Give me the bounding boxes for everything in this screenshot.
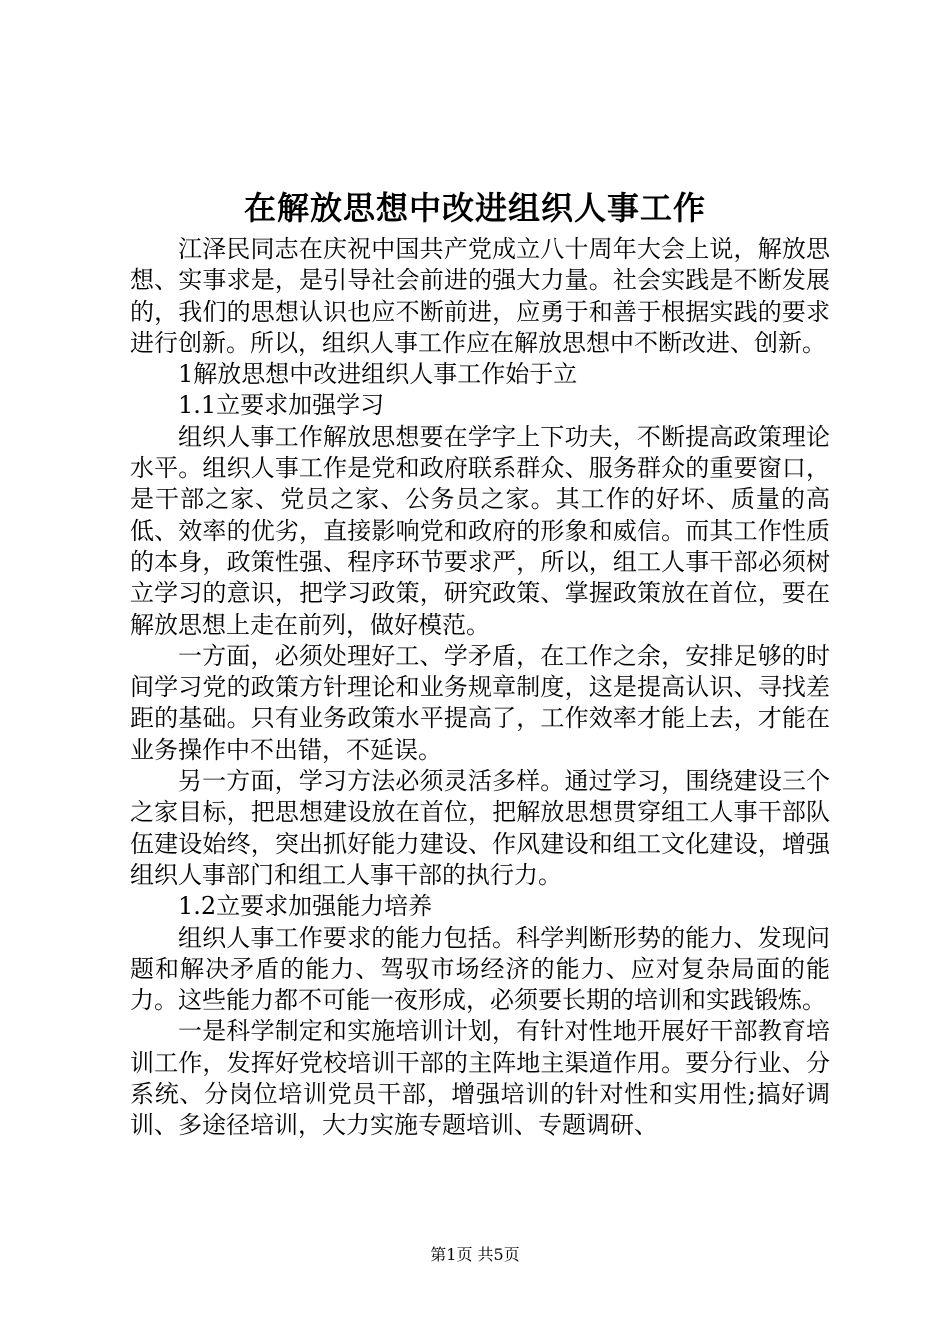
subsection-heading-1-2: 1.2立要求加强能力培养: [178, 892, 433, 921]
subsection-heading-1-1: 1.1立要求加强学习: [178, 391, 385, 420]
document-title: 在解放思想中改进组织人事工作: [243, 189, 706, 227]
body-paragraph: 组织人事工作解放思想要在学字上下功夫，不断提高政策理论水平。组织人事工作是党和政府联系群众、服务群众的重要窗口，是干部之家、党员之家、公务员之家。其工作的好坏、质量的高低、效率的优劣，直接影响党和政府的形象和威信。而其工作性质的本身，政策性强、程序环节要求严，所以，组工人事干部必须树立学习的意识，把学习政策，研究政策、掌握政策放在首位，要在解放思想上走在前列，做好模范。: [130, 422, 830, 639]
body-paragraph: 一是科学制定和实施培训计划，有针对性地开展好干部教育培训工作，发挥好党校培训干部的主阵地主渠道作用。要分行业、分系统、分岗位培训党员干部，增强培训的针对性和实用性;搞好调训、多途径培训，大力实施专题培训、专题调研、: [130, 1017, 830, 1140]
intro-paragraph: 江泽民同志在庆祝中国共产党成立八十周年大会上说，解放思想、实事求是，是引导社会前进的强大力量。社会实践是不断发展的，我们的思想认识也应不断前进，应勇于和善于根据实践的要求进行创新。所以，组织人事工作应在解放思想中不断改进、创新。: [130, 235, 830, 357]
body-paragraph: 另一方面，学习方法必须灵活多样。通过学习，围绕建设三个之家目标，把思想建设放在首位，把解放思想贯穿组工人事干部队伍建设始终，突出抓好能力建设、作风建设和组工文化建设，增强组织人事部门和组工人事干部的执行力。: [130, 767, 830, 889]
body-paragraph: 组织人事工作要求的能力包括。科学判断形势的能力、发现问题和解决矛盾的能力、驾驭市场经济的能力、应对复杂局面的能力。这些能力都不可能一夜形成，必须要长期的培训和实践锻炼。: [130, 923, 830, 1015]
document-body: [130, 234, 830, 1142]
section-heading-1: 1解放思想中改进组织人事工作始于立: [178, 360, 578, 389]
page-footer: 第1页 共5页: [430, 1245, 520, 1264]
body-paragraph: 一方面，必须处理好工、学矛盾，在工作之余，安排足够的时间学习党的政策方针理论和业务规章制度，这是提高认识、寻找差距的基础。只有业务政策水平提高了，工作效率才能上去，才能在业务操作中不出错，不延误。: [130, 641, 830, 764]
